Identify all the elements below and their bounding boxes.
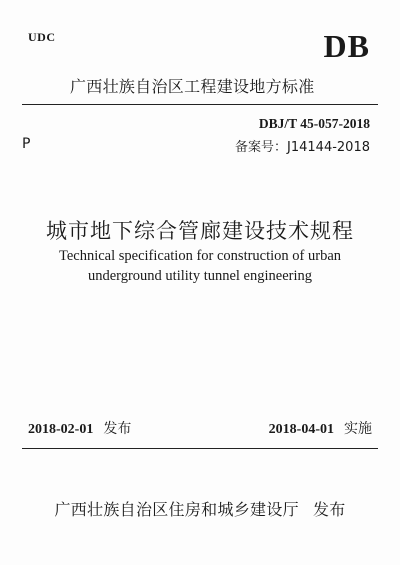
title-english-line-1: Technical specification for construction of urban — [58, 248, 342, 264]
title-english — [40, 246, 360, 286]
standard-category: 广西壮族自治区工程建设地方标准 — [70, 77, 315, 96]
implement-label: 实施 — [344, 421, 372, 437]
title-english-line-2: underground utility tunnel engineering — [87, 268, 313, 284]
issue-label: 发布 — [103, 421, 132, 437]
udc-label: UDC — [28, 30, 56, 44]
standard-number: DBJ/T 45-057-2018 — [258, 116, 370, 131]
filing-number: 备案号：J14144-2018 — [235, 140, 370, 155]
issuer-line — [0, 497, 400, 520]
implement-date-row — [269, 418, 372, 438]
issuer-name: 广西壮族自治区住房和城乡建设厅 — [54, 500, 299, 519]
title-chinese: 城市地下综合管廊建设技术规程 — [46, 219, 354, 243]
issuer-action: 发布 — [312, 500, 346, 519]
issue-date-row — [28, 418, 131, 438]
bottom-divider — [22, 448, 378, 449]
classification-code: P — [22, 136, 31, 152]
issue-date: 2018-02-01 — [28, 422, 94, 437]
top-divider — [22, 104, 378, 105]
db-mark: DB — [323, 28, 370, 64]
implement-date: 2018-04-01 — [268, 422, 334, 437]
